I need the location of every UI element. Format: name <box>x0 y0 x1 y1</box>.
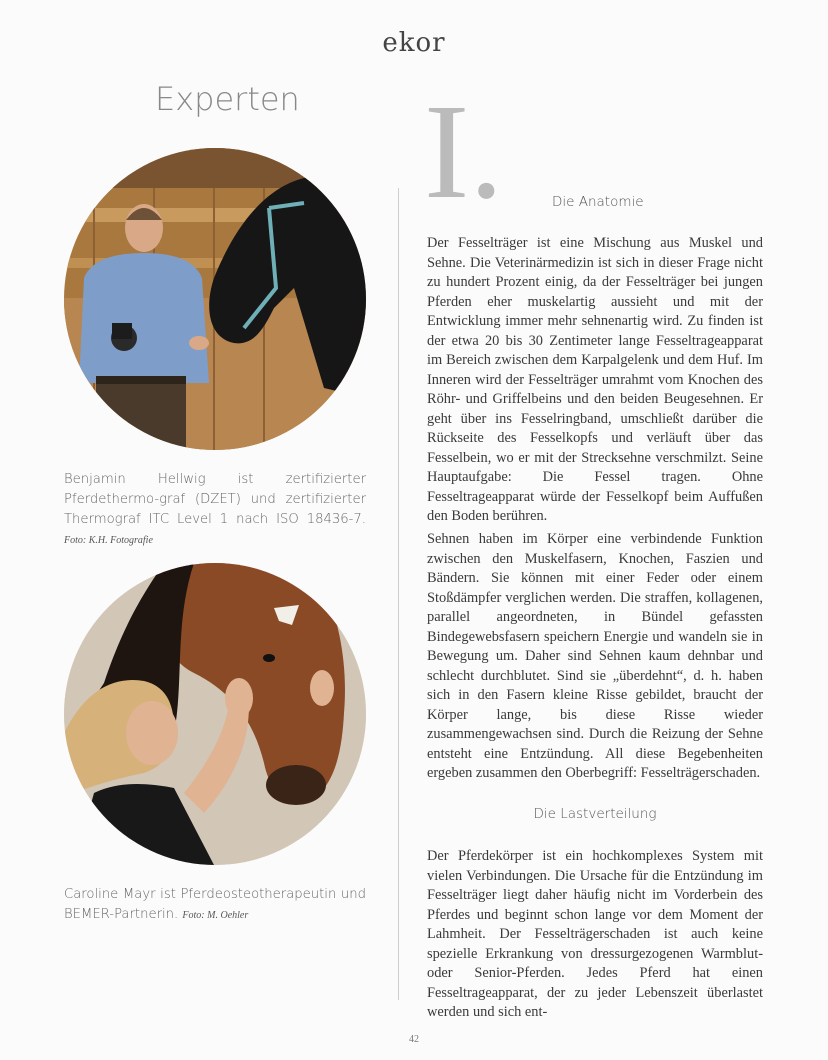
article-paragraph: Der Pferdekörper ist ein hochkomplexes System mit vielen Verbindungen. Die Ursache für die Entzündung im Fesselträger liegt daher häufig nicht im Vorderbein des Pferdes und beginnt schon lange vor dem Moment der Lahmheit. Der Fesselträgerschaden ist auch keine spezielle Erkrankung von dressurgezogenen Warmblut- oder Senior-Pferden. Jedes Pferd hat einen Fesseltrageapparat, der zu jeder Lebenszeit überlastet werden und sich ent- <box>427 848 763 1020</box>
photo-credit: Foto: M. Oehler <box>182 910 249 921</box>
expert-caption-1 <box>64 470 366 551</box>
caption-text: Benjamin Hellwig ist zertifizierter Pferdethermo-graf (DZET) und zertifizierter Thermograf ITC Level 1 nach ISO 18436-7. <box>64 472 366 527</box>
column-divider <box>398 188 399 1000</box>
expert-photo-caroline-mayr <box>64 563 366 865</box>
subheading-lastverteilung: Die Lastverteilung <box>533 806 657 822</box>
article-paragraph: Sehnen haben im Körper eine verbindende Funktion zwischen den Muskelfasern, Knochen, Faszien und Bändern. Sie können mit einer Feder oder einem Stoßdämpfer verglichen werden. Die straffen, kollagenen, parallel angeordneten, in Bündel gefassten Bindegewebsfasern speichern Energie und wandeln sie in Bewegung um. Daher sind Sehnen kaum dehnbar und schlecht durchblutet. Sind sie „überdehnt“, d. h. haben sich in den Fasern kleine Risse gebildet, braucht der Körper lange, bis diese Risse wieder zusammengewachsen sind. Durch die Reizung der Sehne entsteht eine Entzündung. All diese Begebenheiten ergeben zusammen den Oberbegriff: Fesselträgerschaden. <box>427 531 763 781</box>
caption-text: Caroline Mayr ist Pferdeosteotherapeutin und BEMER-Partnerin. <box>64 887 366 922</box>
section-title: Experten <box>155 80 300 118</box>
expert-caption-2 <box>64 885 366 926</box>
magazine-logo: ekor <box>382 28 446 58</box>
section-numeral: I. <box>424 77 504 227</box>
page-number: 42 <box>409 1034 419 1045</box>
subheading-anatomie: Die Anatomie <box>552 194 644 210</box>
expert-photo-benjamin-hellwig <box>64 148 366 450</box>
photo-credit: Foto: K.H. Fotografie <box>64 535 153 546</box>
article-paragraph: Der Fesselträger ist eine Mischung aus Muskel und Sehne. Die Veterinärmedizin ist sich in dieser Frage nicht zu hundert Prozent einig, da der Fesselträger bei jungen Pferden eher muskelartig aussieht und mit der Entwicklung immer mehr sehnenartig wird. Zu finden ist der etwa 20 bis 30 Zentimeter lange Fesseltrageapparat im Bereich zwischen dem Karpalgelenk und dem Huf. Im Inneren wird der Fesselträger umrahmt vom Knochen des Röhr- und Griffelbeins und den beiden Beugesehnen. Er geht über ins Fesselringband, umschließt darüber die Rückseite des Fesselkopfs und verläuft über das Fesselbein, wo er mit der Strecksehne verschmilzt. Seine Hauptaufgabe: Die Fessel tragen. Ohne Fesseltrageapparat würde der Fesselkopf beim Auffußen den Boden berühren. <box>427 235 763 524</box>
